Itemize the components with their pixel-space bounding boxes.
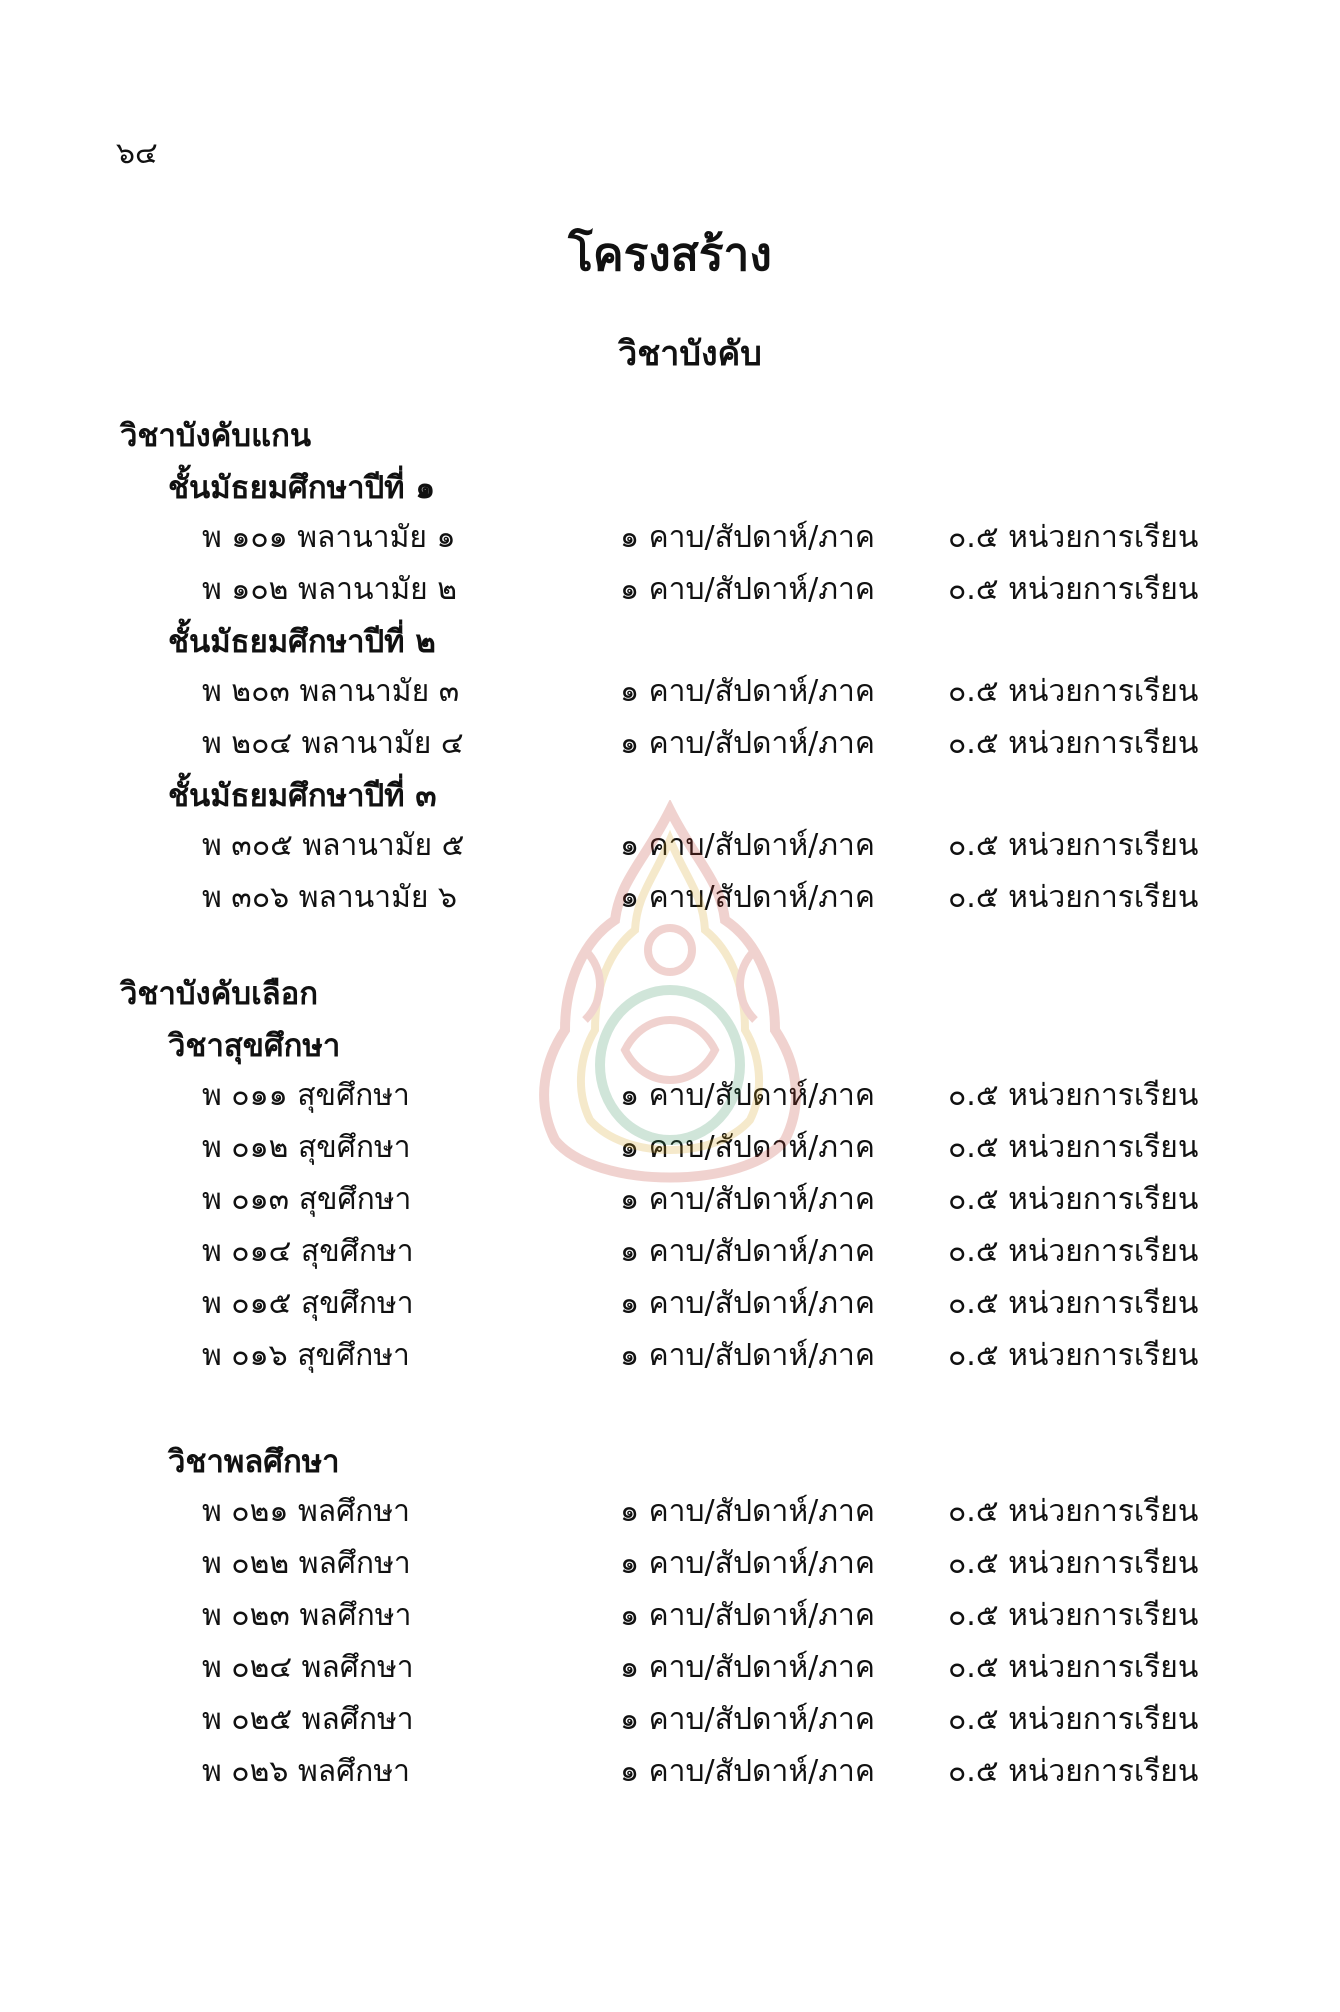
course-period: ๑ คาบ/สัปดาห์/ภาค [620,828,875,863]
course-row [0,822,1340,866]
course-row [0,1696,1340,1740]
course-period: ๑ คาบ/สัปดาห์/ภาค [620,1234,875,1269]
course-credit: ๐.๕ หน่วยการเรียน [948,1182,1199,1217]
course-code: พ ๐๒๓ พลศึกษา [202,1598,412,1633]
course-row [0,1488,1340,1532]
course-credit: ๐.๕ หน่วยการเรียน [948,1702,1199,1737]
course-period: ๑ คาบ/สัปดาห์/ภาค [620,520,875,555]
course-credit: ๐.๕ หน่วยการเรียน [948,674,1199,709]
course-credit: ๐.๕ หน่วยการเรียน [948,1234,1199,1269]
course-code: พ ๑๐๒ พลานามัย ๒ [202,572,457,607]
course-period: ๑ คาบ/สัปดาห์/ภาค [620,1754,875,1789]
course-credit: ๐.๕ หน่วยการเรียน [948,880,1199,915]
core-heading: วิชาบังคับแกน [120,418,312,454]
course-row [0,1332,1340,1376]
group-heading: วิชาพลศึกษา [168,1444,340,1480]
course-credit: ๐.๕ หน่วยการเรียน [948,1130,1199,1165]
course-code: พ ๐๒๑ พลศึกษา [202,1494,410,1529]
course-code: พ ๐๒๖ พลศึกษา [202,1754,410,1789]
course-period: ๑ คาบ/สัปดาห์/ภาค [620,1130,875,1165]
course-code: พ ๐๒๒ พลศึกษา [202,1546,411,1581]
course-period: ๑ คาบ/สัปดาห์/ภาค [620,880,875,915]
course-row [0,1280,1340,1324]
grade-heading: ชั้นมัธยมศึกษาปีที่ ๓ [168,778,437,814]
course-period: ๑ คาบ/สัปดาห์/ภาค [620,1078,875,1113]
course-row [0,1748,1340,1792]
course-code: พ ๐๑๓ สุขศึกษา [202,1182,412,1217]
course-credit: ๐.๕ หน่วยการเรียน [948,1286,1199,1321]
course-period: ๑ คาบ/สัปดาห์/ภาค [620,1702,875,1737]
grade-heading: ชั้นมัธยมศึกษาปีที่ ๑ [168,470,436,506]
course-period: ๑ คาบ/สัปดาห์/ภาค [620,674,875,709]
course-row [0,566,1340,610]
course-credit: ๐.๕ หน่วยการเรียน [948,572,1199,607]
course-code: พ ๐๑๒ สุขศึกษา [202,1130,411,1165]
course-code: พ ๐๑๖ สุขศึกษา [202,1338,410,1373]
course-code: พ ๓๐๕ พลานามัย ๕ [202,828,465,863]
page-number: ๖๔ [116,136,158,171]
course-row [0,1124,1340,1168]
course-row [0,1592,1340,1636]
course-row [0,1176,1340,1220]
course-row [0,514,1340,558]
course-code: พ ๓๐๖ พลานามัย ๖ [202,880,457,915]
course-period: ๑ คาบ/สัปดาห์/ภาค [620,1598,875,1633]
course-code: พ ๐๒๕ พลศึกษา [202,1702,414,1737]
course-period: ๑ คาบ/สัปดาห์/ภาค [620,1182,875,1217]
course-credit: ๐.๕ หน่วยการเรียน [948,1078,1199,1113]
course-credit: ๐.๕ หน่วยการเรียน [948,828,1199,863]
course-row [0,720,1340,764]
course-row [0,668,1340,712]
group-heading: วิชาสุขศึกษา [168,1028,341,1064]
course-code: พ ๒๐๔ พลานามัย ๔ [202,726,464,761]
course-credit: ๐.๕ หน่วยการเรียน [948,1650,1199,1685]
page-title: โครงสร้าง [568,227,772,281]
course-row [0,1540,1340,1584]
course-credit: ๐.๕ หน่วยการเรียน [948,520,1199,555]
course-period: ๑ คาบ/สัปดาห์/ภาค [620,1286,875,1321]
course-code: พ ๐๑๕ สุขศึกษา [202,1286,414,1321]
course-row [0,874,1340,918]
course-credit: ๐.๕ หน่วยการเรียน [948,1598,1199,1633]
course-period: ๑ คาบ/สัปดาห์/ภาค [620,1546,875,1581]
course-period: ๑ คาบ/สัปดาห์/ภาค [620,726,875,761]
section-subtitle: วิชาบังคับ [618,334,762,374]
course-row [0,1228,1340,1272]
course-credit: ๐.๕ หน่วยการเรียน [948,1494,1199,1529]
course-credit: ๐.๕ หน่วยการเรียน [948,1754,1199,1789]
course-credit: ๐.๕ หน่วยการเรียน [948,1546,1199,1581]
elective-heading: วิชาบังคับเลือก [120,976,319,1012]
course-period: ๑ คาบ/สัปดาห์/ภาค [620,1494,875,1529]
course-row [0,1644,1340,1688]
course-period: ๑ คาบ/สัปดาห์/ภาค [620,572,875,607]
course-code: พ ๑๐๑ พลานามัย ๑ [202,520,456,555]
course-period: ๑ คาบ/สัปดาห์/ภาค [620,1338,875,1373]
course-code: พ ๐๑๔ สุขศึกษา [202,1234,414,1269]
course-code: พ ๐๒๔ พลศึกษา [202,1650,414,1685]
course-row [0,1072,1340,1116]
course-period: ๑ คาบ/สัปดาห์/ภาค [620,1650,875,1685]
course-credit: ๐.๕ หน่วยการเรียน [948,726,1199,761]
course-credit: ๐.๕ หน่วยการเรียน [948,1338,1199,1373]
course-code: พ ๒๐๓ พลานามัย ๓ [202,674,460,709]
grade-heading: ชั้นมัธยมศึกษาปีที่ ๒ [168,624,436,660]
course-code: พ ๐๑๑ สุขศึกษา [202,1078,410,1113]
